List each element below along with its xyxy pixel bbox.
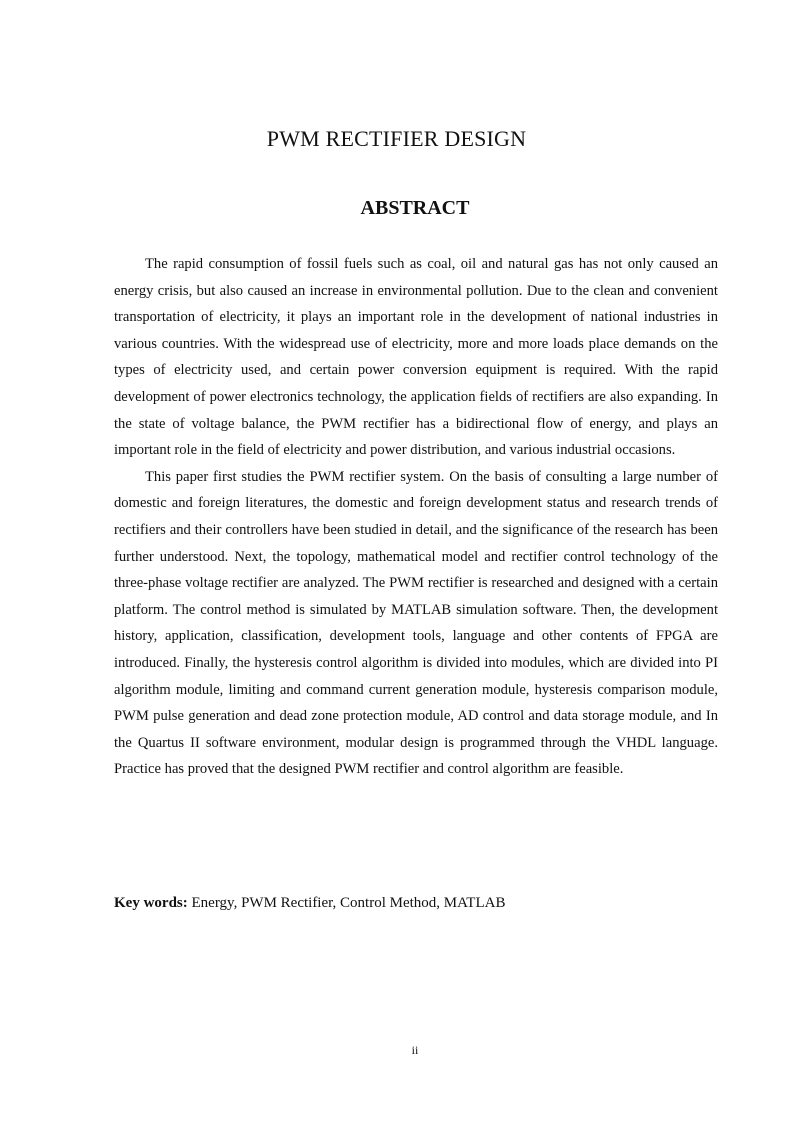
- document-title: PWM RECTIFIER DESIGN: [266, 126, 527, 151]
- keywords-line: [114, 891, 718, 915]
- abstract-paragraph-1: The rapid consumption of fossil fuels such as coal, oil and natural gas has not only caused an energy crisis, but also caused an increase in environmental pollution. Due to the clean and convenient transportation of electricity, it plays an important role in the development of national industries in various countries. With the widespread use of electricity, more and more loads place demands on the types of electricity used, and certain power conversion equipment is required. With the rapid development of power electronics technology, the application fields of rectifiers are also expanding. In the state of voltage balance, the PWM rectifier has a bidirectional flow of energy, and plays an important role in the field of electricity and power distribution, and various industrial occasions.: [114, 256, 718, 459]
- abstract-heading: ABSTRACT: [360, 197, 470, 219]
- keywords-text: Energy, PWM Rectifier, Control Method, MATLAB: [187, 895, 506, 911]
- abstract-paragraph-2: This paper first studies the PWM rectifier system. On the basis of consulting a large number of domestic and foreign literatures, the domestic and foreign development status and research trends of rectifiers and their controllers have been studied in detail, and the significance of the research has been further understood. Next, the topology, mathematical model and rectifier control technology of the three-phase voltage rectifier are analyzed. The PWM rectifier is researched and designed with a certain platform. The control method is simulated by MATLAB simulation software. Then, the development history, application, classification, development tools, language and other contents of FPGA are introduced. Finally, the hysteresis control algorithm is divided into modules, which are divided into PI algorithm module, limiting and command current generation module, hysteresis comparison module, PWM pulse generation and dead zone protection module, AD control and data storage module, and In the Quartus II software environment, modular design is programmed through the VHDL language. Practice has proved that the designed PWM rectifier and control algorithm are feasible.: [114, 468, 718, 778]
- page-number: ii: [411, 1043, 419, 1057]
- keywords-label: Key words:: [114, 895, 188, 911]
- abstract-body: [114, 251, 718, 783]
